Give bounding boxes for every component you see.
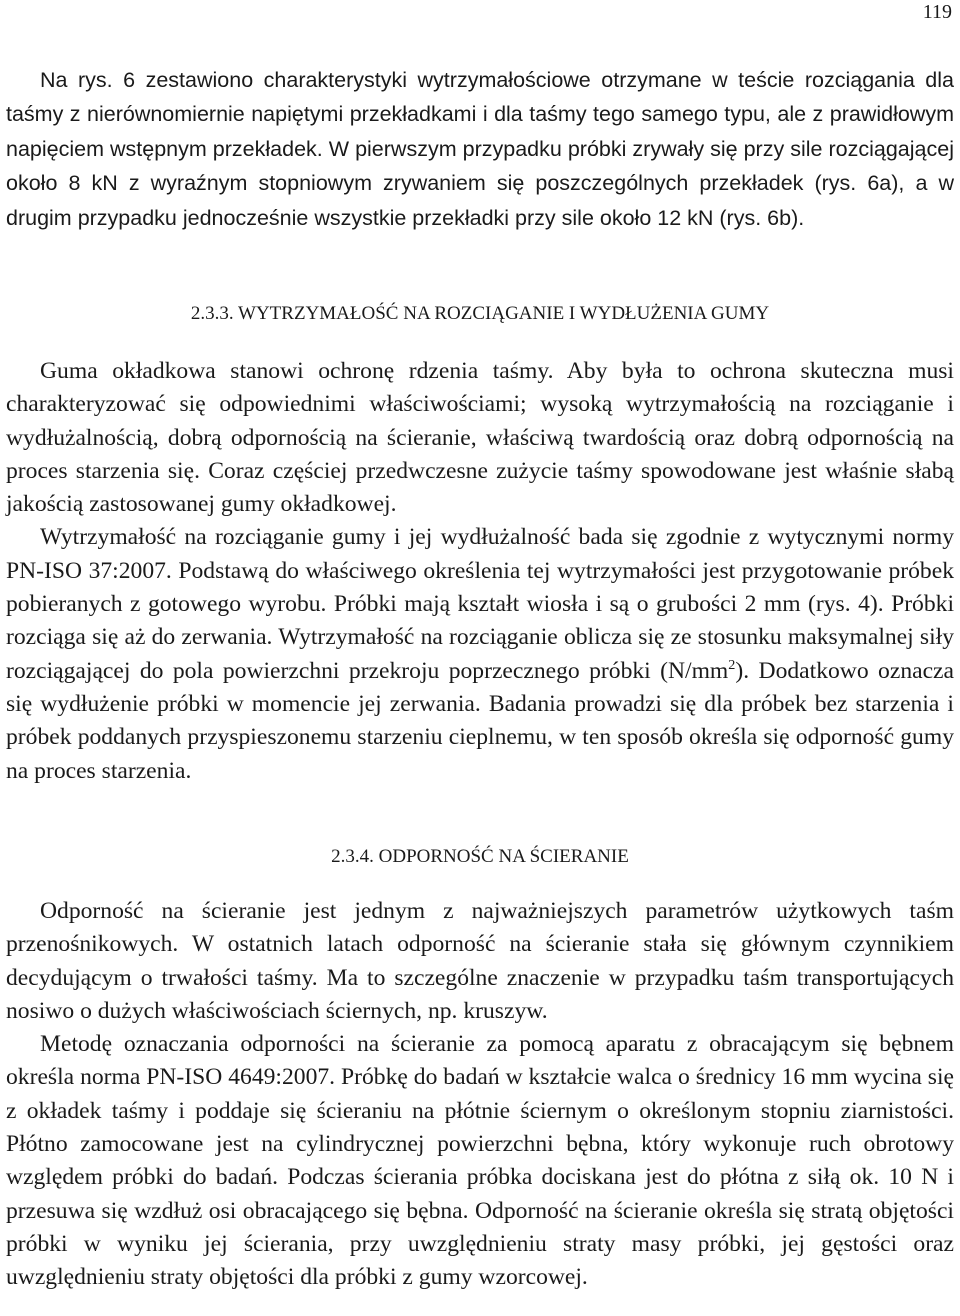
section-2-3-4-paragraph-1: Odporność na ścieranie jest jednym z najważniejszych parametrów użytkowych taśm przenośnikowych. W ostatnich latach odporność na ścieranie stała się głównym czynnikiem decydującym o trwałości taśmy. Ma to szczególne znaczenie w przypadku taśm transportujących nosiwo o dużych właściwościach ściernych, np. kruszyw. xyxy=(6,898,954,1024)
superscript-2: 2 xyxy=(728,656,736,673)
section-2-3-4-body xyxy=(6,895,954,1295)
intro-paragraph: Na rys. 6 zestawiono charakterystyki wytrzymałościowe otrzymane w teście rozciągania dla taśmy z nierównomiernie napiętymi przekładkami i dla taśmy tego samego typu, ale z prawidłowym napięciem wstępnym przekładek. W pierwszym przypadku próbki zrywały się przy sile rozciągającej około 8 kN z wyraźnym stopniowym zrywaniem się poszczególnych przekładek (rys. 6a), a w drugim przypadku jednocześnie wszystkie przekładki przy sile około 12 kN (rys. 6b). xyxy=(6,68,954,230)
section-2-3-3-paragraph-1: Guma okładkowa stanowi ochronę rdzenia taśmy. Aby była to ochrona skuteczna musi charakteryzować się odpowiednimi właściwościami; wysoką wytrzymałością na rozciąganie i wydłużalnością, dobrą odpornością na ścieranie, właściwą twardością oraz dobrą odpornością na proces starzenia się. Coraz częściej przedwczesne zużycie taśmy spowodowane jest właśnie słabą jakością zastosowanej gumy okładkowej. xyxy=(6,358,954,518)
section-heading-2-3-3: 2.3.3. WYTRZYMAŁOŚĆ NA ROZCIĄGANIE I WYDŁUŻENIA GUMY xyxy=(190,303,770,324)
section-2-3-3-body xyxy=(6,355,954,788)
section-2-3-4-paragraph-2: Metodę oznaczania odporności na ścieranie za pomocą aparatu z obracającym się bębnem określa norma PN-ISO 4649:2007. Próbkę do badań w kształcie walca o średnicy 16 mm wycina się z okładek taśmy i poddaje się ścieraniu na płótnie ściernym o określonym stopniu ziarnistości. Płótno zamocowane jest na cylindrycznej powierzchni bębna, który wykonuje ruch obrotowy względem próbki do badań. Podczas ścierania próbka dociskana jest do płótna z siłą ok. 10 N i przesuwa się wzdłuż osi obracającego się bębna. Odporność na ścieranie określa się stratą objętości próbki w wyniku jej ścierania, przy uwzględnieniu straty masy próbki, jej gęstości oraz uwzględnieniu straty objętości dla próbki z gumy wzorcowej. xyxy=(6,1031,954,1291)
intro-section xyxy=(6,63,954,235)
paragraph-2-text-b: ). Dodatkowo oznacza się wydłużenie próbki w momencie jej zerwania. Badania prowadzi się dla próbek bez starzenia i próbek poddanych przyspieszonemu starzeniu cieplnemu, w ten sposób określa się odporność gumy na proces starzenia. xyxy=(6,657,954,784)
section-heading-2-3-4: 2.3.4. ODPORNOŚĆ NA ŚCIERANIE xyxy=(331,846,629,867)
paragraph-2-text-a: Wytrzymałość na rozciąganie gumy i jej wydłużalność bada się zgodnie z wytycznymi normy PN-ISO 37:2007. Podstawą do właściwego określenia tej wytrzymałości jest przygotowanie próbek pobieranych z gotowego wyrobu. Próbki mają kształt wiosła i są o grubości 2 mm (rys. 4). Próbki rozciąga się aż do zerwania. Wytrzymałość na rozciąganie oblicza się ze stosunku maksymalnej siły rozciągającej do pola powierzchni przekroju poprzecznego próbki (N/mm xyxy=(6,524,954,684)
section-2-3-3-paragraph-2 xyxy=(6,521,954,787)
page-number: 119 xyxy=(922,1,952,23)
